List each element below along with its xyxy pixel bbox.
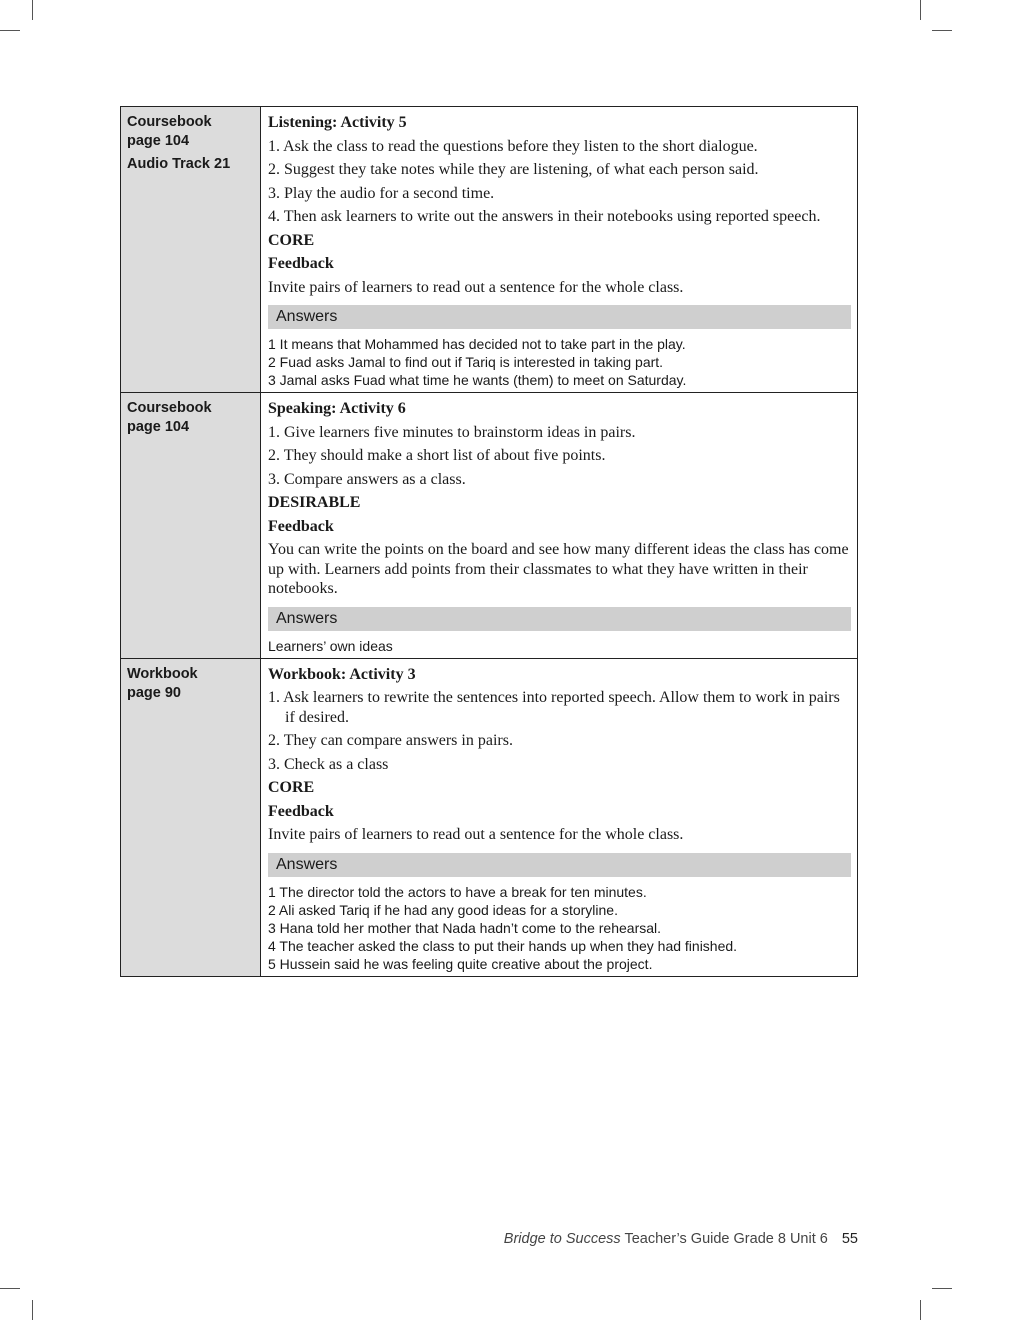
answer-item: Learners’ own ideas — [268, 637, 393, 654]
feedback-heading: Feedback — [268, 517, 334, 535]
page-footer — [504, 1231, 858, 1247]
feedback-heading: Feedback — [268, 255, 334, 272]
answer-item: 2 Fuad asks Jamal to find out if Tariq is interested in taking part. — [268, 354, 664, 370]
activity-title: Speaking: Activity 6 — [268, 400, 406, 417]
list-item: 2. Suggest they take notes while they are listening, of what each person said. — [268, 161, 759, 178]
feedback-text: Invite pairs of learners to read out a sentence for the whole class. — [268, 826, 684, 843]
crop-mark — [920, 1300, 921, 1320]
list-item: 2. They should make a short list of about five points. — [268, 447, 606, 464]
ref-page: page 104 — [127, 419, 190, 435]
answer-item: 1 The director told the actors to have a break for ten minutes. — [268, 883, 647, 900]
crop-mark — [0, 1288, 20, 1289]
answer-item: 3 Hana told her mother that Nada hadn’t come to the rehearsal. — [268, 919, 662, 936]
footer-subtitle: Teacher’s Guide Grade 8 Unit 6 — [624, 1231, 828, 1247]
ref-page: page 90 — [127, 684, 181, 701]
crop-mark — [932, 30, 952, 31]
table-row — [121, 658, 858, 976]
reference-cell — [121, 107, 261, 393]
level-label: DESIRABLE — [268, 494, 361, 511]
level-label: CORE — [268, 779, 315, 796]
crop-mark — [932, 1288, 952, 1289]
answer-item: 3 Jamal asks Fuad what time he wants (them) to meet on Saturday. — [268, 372, 687, 388]
feedback-text: Invite pairs of learners to read out a sentence for the whole class. — [268, 278, 684, 296]
answer-item: 4 The teacher asked the class to put their hands up when they had finished. — [268, 937, 738, 954]
list-item: 4. Then ask learners to write out the answers in their notebooks using reported speech. — [268, 208, 821, 225]
list-item: 1. Give learners five minutes to brainstorm ideas in pairs. — [268, 423, 636, 441]
list-item: 2. They can compare answers in pairs. — [268, 732, 513, 749]
ref-audio-track: Audio Track 21 — [127, 156, 231, 172]
steps-list — [268, 137, 851, 227]
steps-list — [268, 688, 851, 774]
steps-list — [268, 423, 851, 490]
activity-cell — [261, 658, 858, 976]
crop-mark — [0, 30, 20, 31]
feedback-text: You can write the points on the board and see how many different ideas the class has come up with. Learners add points from their classmates to what they have written in their notebooks. — [268, 541, 849, 597]
crop-mark — [32, 1300, 33, 1320]
list-item: 1. Ask learners to rewrite the sentences into reported speech. Allow them to work in pairs if desired. — [268, 689, 840, 726]
footer-book-title: Bridge to Success — [503, 1231, 621, 1247]
crop-mark — [32, 0, 33, 20]
answer-item: 1 It means that Mohammed has decided not to take part in the play. — [268, 336, 686, 352]
ref-page: page 104 — [127, 133, 190, 149]
answers-list — [268, 637, 851, 655]
answer-item: 5 Hussein said he was feeling quite creative about the project. — [268, 955, 653, 972]
reference-cell — [121, 658, 261, 976]
activity-cell — [261, 393, 858, 659]
table-row — [121, 107, 858, 393]
activity-cell — [261, 107, 858, 393]
answer-item: 2 Ali asked Tariq if he had any good ideas for a storyline. — [268, 901, 618, 918]
answers-header: Answers — [268, 305, 851, 329]
activity-title: Listening: Activity 5 — [268, 114, 407, 131]
answers-list — [268, 335, 851, 389]
answers-header: Answers — [268, 607, 851, 631]
ref-book: Coursebook — [127, 114, 212, 130]
page-number: 55 — [841, 1231, 858, 1247]
answers-list — [268, 883, 851, 973]
answers-header: Answers — [268, 853, 851, 877]
table-row — [121, 393, 858, 659]
ref-book: Coursebook — [127, 400, 212, 416]
reference-cell — [121, 393, 261, 659]
list-item: 1. Ask the class to read the questions before they listen to the short dialogue. — [268, 137, 758, 155]
level-label: CORE — [268, 231, 315, 249]
crop-mark — [920, 0, 921, 20]
list-item: 3. Compare answers as a class. — [268, 470, 466, 488]
list-item: 3. Play the audio for a second time. — [268, 184, 495, 202]
feedback-heading: Feedback — [268, 802, 334, 820]
list-item: 3. Check as a class — [268, 755, 389, 773]
ref-book: Workbook — [127, 665, 198, 682]
activity-title: Workbook: Activity 3 — [268, 665, 416, 683]
lesson-plan-table — [120, 106, 858, 977]
